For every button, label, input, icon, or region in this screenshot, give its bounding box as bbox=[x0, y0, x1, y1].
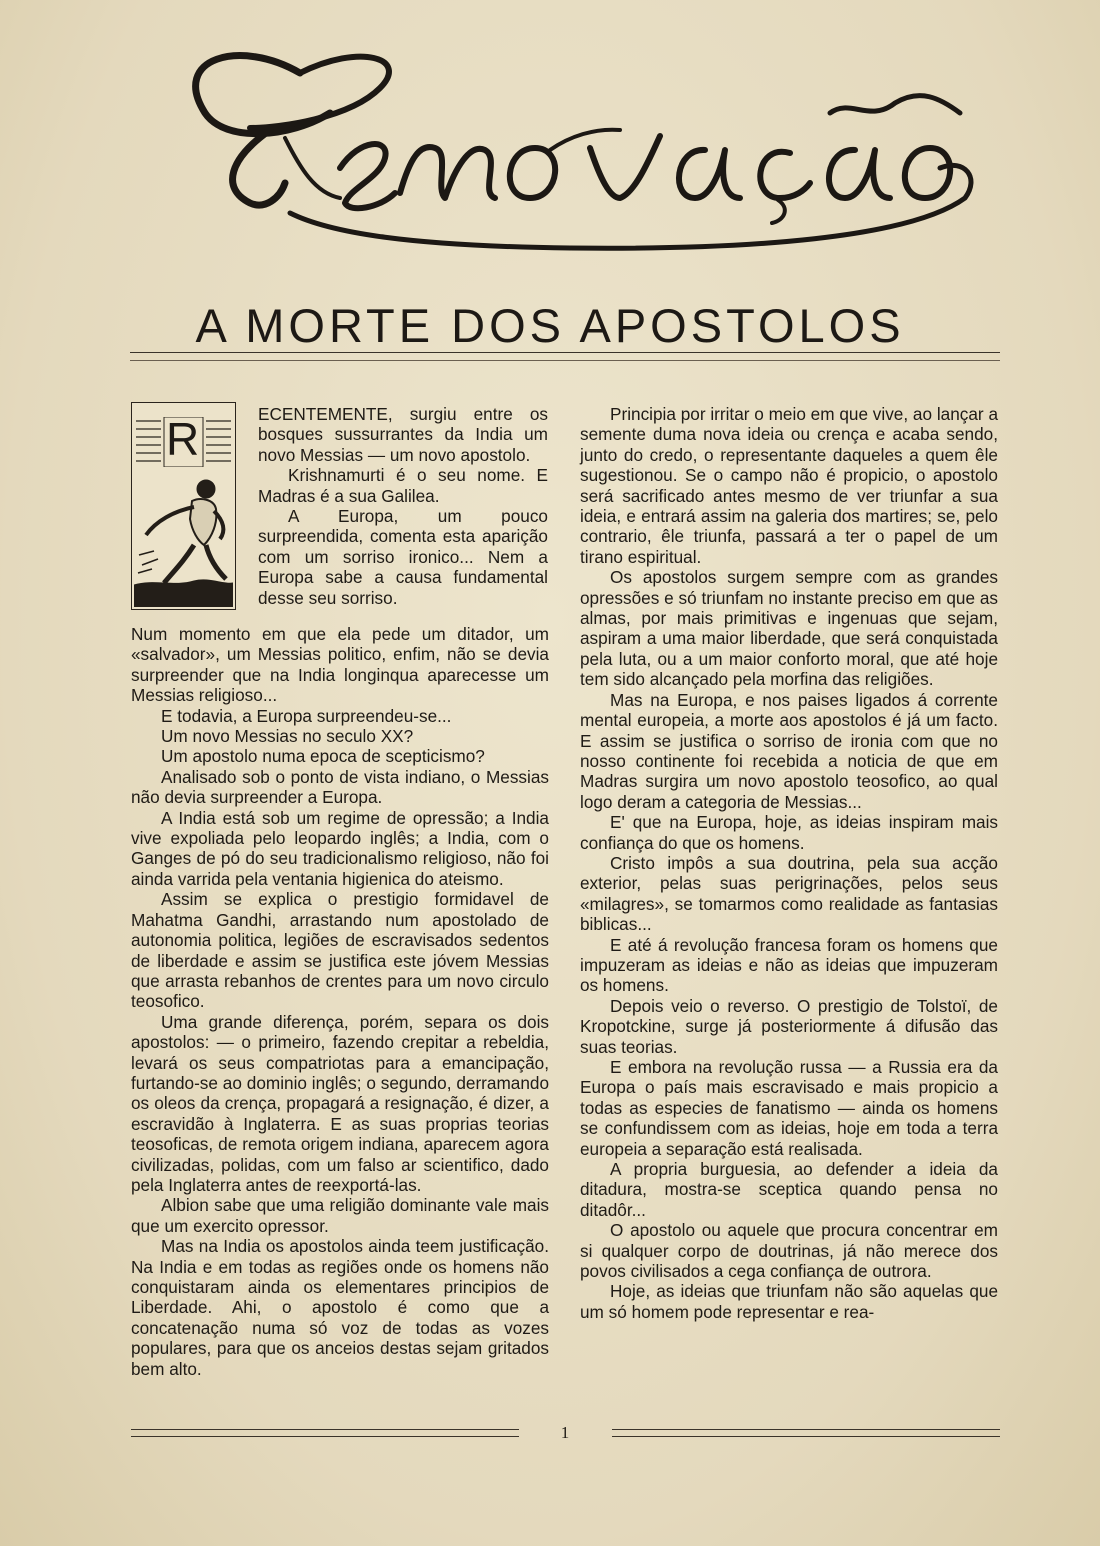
paragraph: E embora na revolução russa — a Russia era da Europa o país mais escravisado e mais propicio a todas as especies de fanatismo — ainda os homens se confundissem com as ideias, hoje em toda a terra europeia a separação está realisada. bbox=[580, 1057, 998, 1159]
masthead-script-svg bbox=[150, 18, 980, 263]
left-column-main bbox=[131, 624, 549, 1379]
drop-cap-letter-area bbox=[132, 403, 235, 473]
footer-rule-right-1 bbox=[612, 1429, 1000, 1430]
paragraph: O apostolo ou aquele que procura concentrar em si qualquer corpo de doutrinas, já não merece dos povos civilisados a cega confiança de outrora. bbox=[580, 1220, 998, 1282]
left-column-top bbox=[258, 404, 548, 608]
paragraph: Assim se explica o prestigio formidavel de Mahatma Gandhi, arrastando num apostolado de autonomia politica, legiões de escravisados sedentos de liberdade e assim se justifica este jóvem Messias que arrasta rebanhos de crentes para um novo circulo teosofico. bbox=[131, 889, 549, 1012]
paragraph: Mas na Europa, e nos paises ligados á corrente mental europeia, a morte aos apostolos é já um facto. E assim se justifica o sorriso de ironia com que no nosso continente foi recebida a noticia de que em Madras surgira um novo apostolo teosofico, ao qual logo deram a categoria de Messias... bbox=[580, 689, 998, 812]
right-column bbox=[580, 404, 998, 1322]
paragraph: A Europa, um pouco surpreendida, comenta esta aparição com um sorriso ironico... Nem a Europa sabe a causa fundamental desse seu sorriso. bbox=[258, 506, 548, 608]
headline-rule-top bbox=[130, 352, 1000, 353]
paragraph: E todavia, a Europa surpreendeu-se... bbox=[161, 705, 452, 726]
paragraph: Uma grande diferença, porém, separa os dois apostolos: — o primeiro, fazendo crepitar a rebeldia, levará os seus compatriotas para a emancipação, furtando-se ao dominio inglês; o segundo, derramando os oleos da crença, propagará a resignação, é dizer, a escravidão à Inglaterra. E as suas proprias teorias teosoficas, de remota origem indiana, aparecem agora civilizadas, polidas, com um falso ar scientifico, dado pela Inglaterra antes de reexportá-las. bbox=[131, 1011, 549, 1195]
page-number: 1 bbox=[560, 1423, 570, 1442]
paragraph: Albion sabe que uma religião dominante vale mais que um exercito opressor. bbox=[131, 1195, 549, 1236]
paragraph: Os apostolos surgem sempre com as grandes opressões e só triunfam no instante preciso em que as almas, por mais primitivas e ingenuas que sejam, aspiram a uma maior liberdade, que será conquistada pela luta, ou a um maior conforto moral, que até hoje tem sido alcançado pela morfina das religiões. bbox=[580, 567, 998, 690]
paragraph: ECENTEMENTE, surgiu entre os bosques sussurrantes da India um novo Messias — um novo apostolo. bbox=[258, 404, 548, 465]
footer-rule-right-2 bbox=[612, 1436, 1000, 1437]
paragraph: Um novo Messias no seculo XX? bbox=[161, 726, 414, 747]
headline-rule-bottom bbox=[130, 360, 1000, 361]
drop-cap-box bbox=[131, 402, 236, 610]
woodcut-figure-illustration bbox=[134, 475, 233, 607]
paragraph: Krishnamurti é o seu nome. E Madras é a sua Galilea. bbox=[258, 465, 548, 506]
paragraph: Num momento em que ela pede um ditador, um «salvador», um Messias politico, enfim, não se devia surpreender que na India longinqua aparecesse um Messias religioso... bbox=[131, 624, 549, 706]
paragraph: Principia por irritar o meio em que vive, ao lançar a semente duma nova ideia ou crença e acaba sendo, junto do credo, o representante daqueles a quem êle sugestionou. Se o campo não é propicio, o apostolo será sacrificado antes mesmo de ver triunfar a sua ideia, e entrará assim na galeria dos martires; se, pelo contrario, êle triunfa, passará a ter o papel de um tirano espiritual. bbox=[580, 404, 998, 567]
footer-rule-left-1 bbox=[131, 1429, 519, 1430]
masthead-logo bbox=[150, 18, 980, 263]
paragraph: Analisado sob o ponto de vista indiano, o Messias não devia surpreender a Europa. bbox=[131, 766, 549, 808]
footer-rule-left-2 bbox=[131, 1436, 519, 1437]
paragraph: E' que na Europa, hoje, as ideias inspiram mais confiança do que os homens. bbox=[580, 812, 998, 853]
paragraph: Hoje, as ideias que triunfam não são aquelas que um só homem pode representar e rea- bbox=[580, 1281, 998, 1322]
paragraph: Um apostolo numa epoca de scepticismo? bbox=[161, 746, 485, 767]
paragraph: E até á revolução francesa foram os homens que impuzeram as ideias e não as ideias que impuzeram os homens. bbox=[580, 934, 998, 996]
paragraph: A India está sob um regime de opressão; a India vive expoliada pelo leopardo inglês; a India, com o Ganges de pó do seu tradicionalismo religioso, não foi ainda varrida pela ventania higienica do ateismo. bbox=[131, 807, 549, 889]
paragraph: Depois veio o reverso. O prestigio de Tolstoï, de Kropotckine, surge já posteriormente á difusão das suas teorias. bbox=[580, 995, 998, 1057]
paragraph: Mas na India os apostolos ainda teem justificação. Na India e em todas as regiões onde os homens não conquistaram ainda os elementares principios de Liberdade. Ahi, o apostolo é como que a concatenação numa só voz de todas as vozes populares, para que os anceios destas sejam gritados bem alto. bbox=[131, 1236, 549, 1379]
paragraph: Cristo impôs a sua doutrina, pela sua acção exterior, pelas suas perigrinações, pelos seus «milagres», se tomarmos como realidade as fantasias biblicas... bbox=[580, 852, 998, 935]
article-headline: A MORTE DOS APOSTOLOS bbox=[195, 299, 905, 352]
drop-cap-letter: R bbox=[166, 413, 200, 465]
paragraph: A propria burguesia, ao defender a ideia da ditadura, mostra-se sceptica quando pensa no ditadôr... bbox=[580, 1159, 998, 1220]
